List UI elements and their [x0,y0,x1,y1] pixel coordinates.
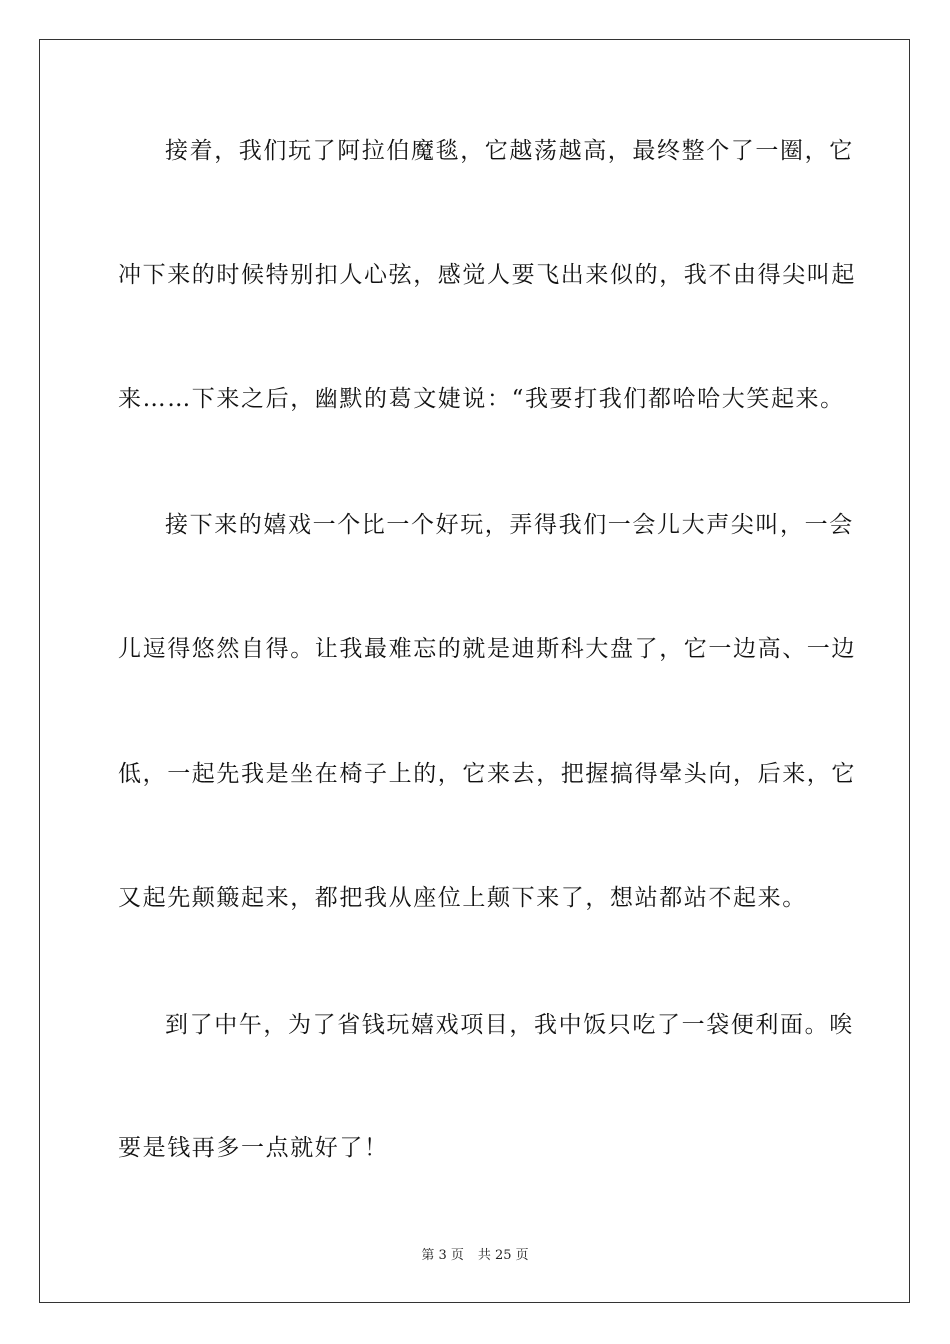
text-line-1: 接着，我们玩了阿拉伯魔毯，它越荡越高，最终整个了一圈，它 [165,138,854,164]
text-line-2: 冲下来的时候特别扣人心弦，感觉人要飞出来似的，我不由得尖叫起 [118,262,856,288]
text-line-5: 儿逗得悠然自得。让我最难忘的就是迪斯科大盘了，它一边高、一边 [118,636,856,662]
text-line-6: 低，一起先我是坐在椅子上的，它来去，把握搞得晕头向，后来，它 [118,761,856,787]
total-pages: 共 25 页 [477,1248,529,1263]
text-line-3: 来……下来之后，幽默的葛文婕说：“我要打我们都哈哈大笑起来。 [118,386,845,412]
page-footer [0,1247,950,1265]
text-line-7: 又起先颠簸起来，都把我从座位上颠下来了，想站都站不起来。 [118,885,807,911]
text-line-4: 接下来的嬉戏一个比一个好玩，弄得我们一会儿大声尖叫，一会 [165,512,854,538]
text-line-9: 要是钱再多一点就好了！ [118,1135,389,1161]
page-number: 第 3 页 [421,1248,464,1263]
text-line-8: 到了中午，为了省钱玩嬉戏项目，我中饭只吃了一袋便利面。唉 [165,1012,854,1038]
page-border [39,39,910,1303]
